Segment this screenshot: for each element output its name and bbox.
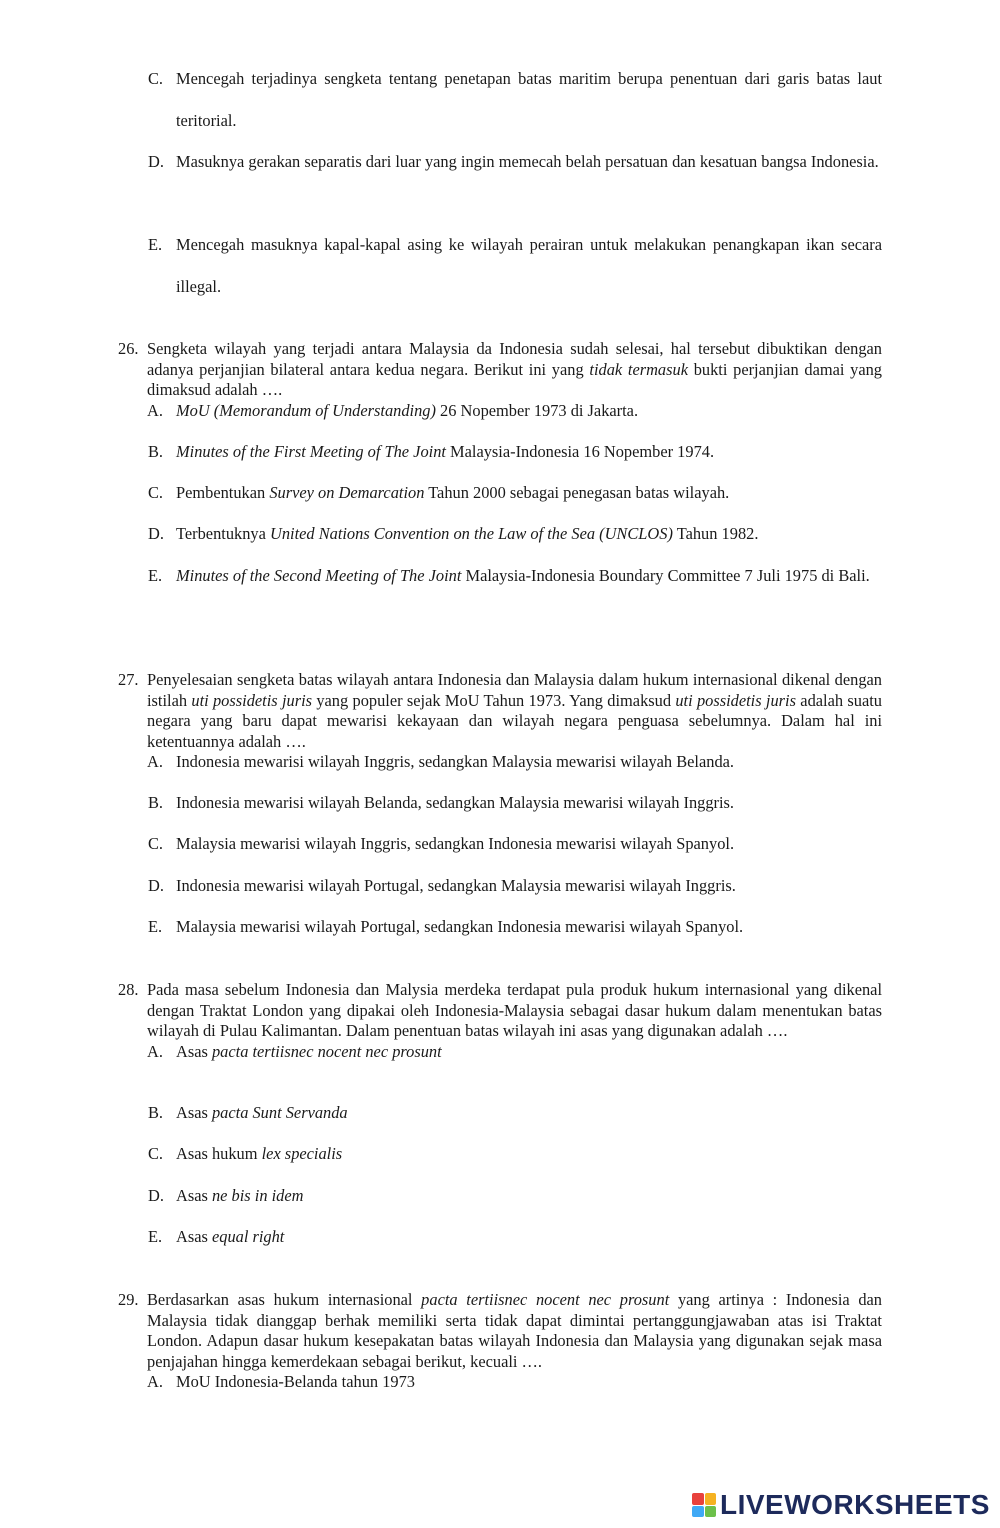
q27-option-c[interactable] [148,823,882,865]
option-text: Minutes of the First Meeting of The Joint Malaysia-Indonesia 16 Nopember 1974. [176,442,715,461]
question-28 [118,980,882,1062]
option-text: Asas hukum lex specialis [176,1144,343,1163]
option-label: D. [148,524,164,543]
q26-option-a[interactable] [147,401,882,422]
q26-option-b[interactable] [148,431,882,473]
option-text: MoU (Memorandum of Understanding) 26 Nopember 1973 di Jakarta. [176,400,639,420]
option-label: B. [148,442,164,461]
q27-option-b[interactable] [148,782,882,824]
option-text: Malaysia mewarisi wilayah Inggris, sedangkan Indonesia mewarisi wilayah Spanyol. [176,834,735,853]
liveworksheets-logo-icon [692,1493,716,1517]
option-label: E. [148,917,163,936]
option-text: Indonesia mewarisi wilayah Belanda, sedangkan Malaysia mewarisi wilayah Inggris. [176,793,735,812]
q25-option-e[interactable] [148,224,882,307]
option-label: E. [148,566,163,585]
option-label: C. [148,69,164,88]
q28-option-d[interactable] [148,1175,882,1217]
question-number: 27. [118,670,139,689]
question-stem: Berdasarkan asas hukum internasional pacta tertiisnec nocent nec prosunt yang artinya : Indonesia dan Malaysia tidak dianggap berhak memiliki serta tidak dapat dimintai pertanggungjawaban atas isi Traktat London. Adapun dasar hukum kesepakatan batas wilayah Indonesia dan Malaysia yang digunakan sejak masa penjajahan hingga kemerdekaan sebagai berikut, kecuali …. [147,1290,882,1371]
q26-option-c[interactable] [148,472,882,514]
q27-option-d[interactable] [148,865,882,907]
option-text: Minutes of the Second Meeting of The Joint Malaysia-Indonesia Boundary Committee 7 Juli 1975 di Bali. [176,566,870,585]
brand-name: LIVEWORKSHEETS [720,1489,990,1520]
option-label: C. [148,1144,164,1163]
option-label: E. [148,1227,163,1246]
option-label: A. [147,1372,163,1392]
option-text: Mencegah masuknya kapal-kapal asing ke wilayah perairan untuk melakukan penangkapan ikan secara illegal. [176,235,882,296]
option-text: Asas pacta tertiisnec nocent nec prosunt [176,1041,442,1061]
q28-option-b[interactable] [148,1092,882,1134]
question-stem: Penyelesaian sengketa batas wilayah antara Indonesia dan Malaysia dalam hukum internasional dikenal dengan istilah uti possidetis juris yang populer sejak MoU Tahun 1973. Yang dimaksud uti possidetis juris adalah suatu negara yang baru dapat mewarisi kekayaan dan wilayah negara penguasa sebelumnya. Dalam hal ini ketentuannya adalah …. [147,670,882,751]
question-stem: Sengketa wilayah yang terjadi antara Malaysia da Indonesia sudah selesai, hal tersebut dibuktikan dengan adanya perjanjian bilateral antara kedua negara. Berikut ini yang tidak termasuk bukti perjanjian damai yang dimaksud adalah …. [147,339,882,400]
option-text: Terbentuknya United Nations Convention on the Law of the Sea (UNCLOS) Tahun 1982. [176,524,759,543]
q26-option-d[interactable] [148,513,882,555]
q25-option-c[interactable] [148,58,882,141]
question-number: 28. [118,980,139,999]
option-text: Asas ne bis in idem [176,1186,304,1205]
logo-square-blue [692,1506,704,1518]
option-label: D. [148,1186,164,1205]
option-text: Mencegah terjadinya sengketa tentang penetapan batas maritim berupa penentuan dari garis batas laut teritorial. [176,69,882,130]
option-text: Pembentukan Survey on Demarcation Tahun 2000 sebagai penegasan batas wilayah. [176,483,730,502]
option-label: A. [147,1041,163,1061]
question-26 [118,339,882,421]
question-29 [118,1290,882,1393]
option-label: D. [148,152,164,171]
option-label: B. [148,793,164,812]
option-text: Indonesia mewarisi wilayah Portugal, sedangkan Malaysia mewarisi wilayah Inggris. [176,876,736,895]
logo-square-yellow [705,1493,717,1505]
q29-option-a[interactable] [147,1372,882,1393]
question-stem: Pada masa sebelum Indonesia dan Malysia merdeka terdapat pula produk hukum internasional yang dikenal dengan Traktat London yang dipakai oleh Indonesia-Malaysia sebagai dasar hukum dalam menentukan batas wilayah di Pulau Kalimantan. Dalam penentuan batas wilayah ini asas yang digunakan adalah …. [147,980,882,1041]
logo-square-red [692,1493,704,1505]
q26-option-e[interactable] [148,555,882,597]
question-number: 26. [118,339,139,358]
option-text: MoU Indonesia-Belanda tahun 1973 [176,1372,415,1392]
option-label: E. [148,235,163,254]
option-label: A. [147,752,163,772]
option-label: A. [147,400,163,420]
q28-option-a[interactable] [147,1042,882,1063]
option-label: D. [148,876,164,895]
option-label: C. [148,483,164,502]
option-text: Asas pacta Sunt Servanda [176,1103,348,1122]
q27-option-e[interactable] [148,906,882,948]
question-27 [118,670,882,773]
option-text: Masuknya gerakan separatis dari luar yang ingin memecah belah persatuan dan kesatuan bangsa Indonesia. [176,152,879,171]
q28-option-e[interactable] [148,1216,882,1258]
q27-option-a[interactable] [147,752,882,773]
liveworksheets-watermark [692,1488,990,1522]
logo-square-green [705,1506,717,1518]
question-number: 29. [118,1290,139,1309]
option-label: C. [148,834,164,853]
q28-option-c[interactable] [148,1133,882,1175]
option-text: Malaysia mewarisi wilayah Portugal, sedangkan Indonesia mewarisi wilayah Spanyol. [176,917,744,936]
q25-option-d[interactable] [148,141,882,183]
option-text: Indonesia mewarisi wilayah Inggris, sedangkan Malaysia mewarisi wilayah Belanda. [176,752,735,772]
option-label: B. [148,1103,164,1122]
option-text: Asas equal right [176,1227,285,1246]
